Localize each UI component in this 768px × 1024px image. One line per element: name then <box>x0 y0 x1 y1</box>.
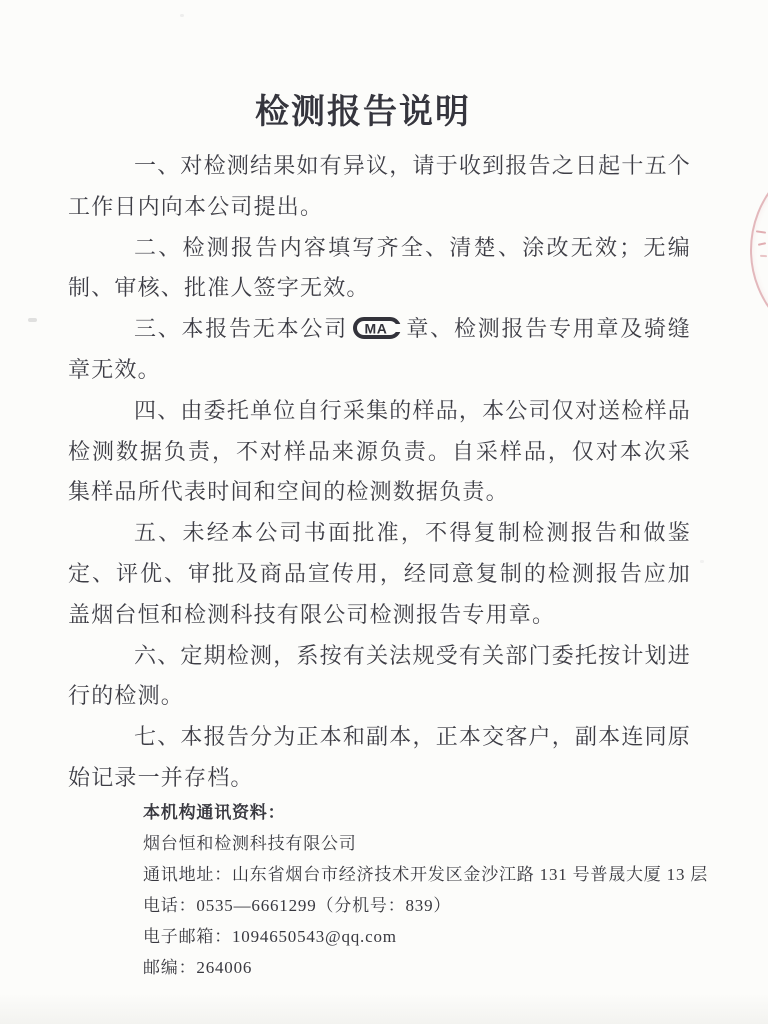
contact-address: 通讯地址：山东省烟台市经济技术开发区金沙江路 131 号普晟大厦 13 层 <box>143 865 709 884</box>
contact-heading: 本机构通讯资料： <box>143 803 286 822</box>
notice-paragraph-7: 七、本报告分为正本和副本，正本交客户，副本连同原始记录一并存档。 <box>68 724 691 790</box>
notice-paragraph-2: 二、检测报告内容填写齐全、清楚、涂改无效；无编制、审核、批准人签字无效。 <box>68 234 691 301</box>
notice-paragraph-3-after: 章、检测报告专用章及骑缝章无效。 <box>68 316 691 382</box>
page-title: 检测报告说明 <box>255 94 471 131</box>
contact-info-section <box>143 797 723 983</box>
notice-paragraph-6: 六、定期检测，系按有关法规受有关部门委托按计划进行的检测。 <box>68 642 691 709</box>
notice-paragraph-4: 四、由委托单位自行采集的样品，本公司仅对送检样品检测数据负责，不对样品来源负责。自采样品，仅对本次采集样品所代表时间和空间的检测数据负责。 <box>68 397 691 505</box>
red-seal-stamp-fragment <box>760 255 767 257</box>
scan-artifact <box>180 14 184 17</box>
notice-paragraph-1: 一、对检测结果如有异议，请于收到报告之日起十五个工作日内向本公司提出。 <box>68 153 691 219</box>
notice-paragraph-3-before: 三、本报告无本公司 <box>134 316 348 342</box>
notice-paragraph-3 <box>68 309 691 391</box>
scan-artifact <box>28 318 37 322</box>
scan-artifact <box>700 560 704 563</box>
cma-mark-icon <box>353 317 401 339</box>
cma-mark-label: MA <box>364 320 388 337</box>
notice-paragraph-5: 五、未经本公司书面批准，不得复制检测报告和做鉴定、评优、审批及商品宣传用，经同意复制的检测报告应加盖烟台恒和检测科技有限公司检测报告专用章。 <box>68 520 691 627</box>
contact-email: 电子邮箱：1094650543@qq.com <box>143 927 397 946</box>
notice-body <box>68 146 691 799</box>
contact-phone: 电话：0535—6661299（分机号：839） <box>143 896 452 915</box>
contact-company: 烟台恒和检测科技有限公司 <box>143 834 357 853</box>
contact-postal-code: 邮编：264006 <box>143 958 253 977</box>
